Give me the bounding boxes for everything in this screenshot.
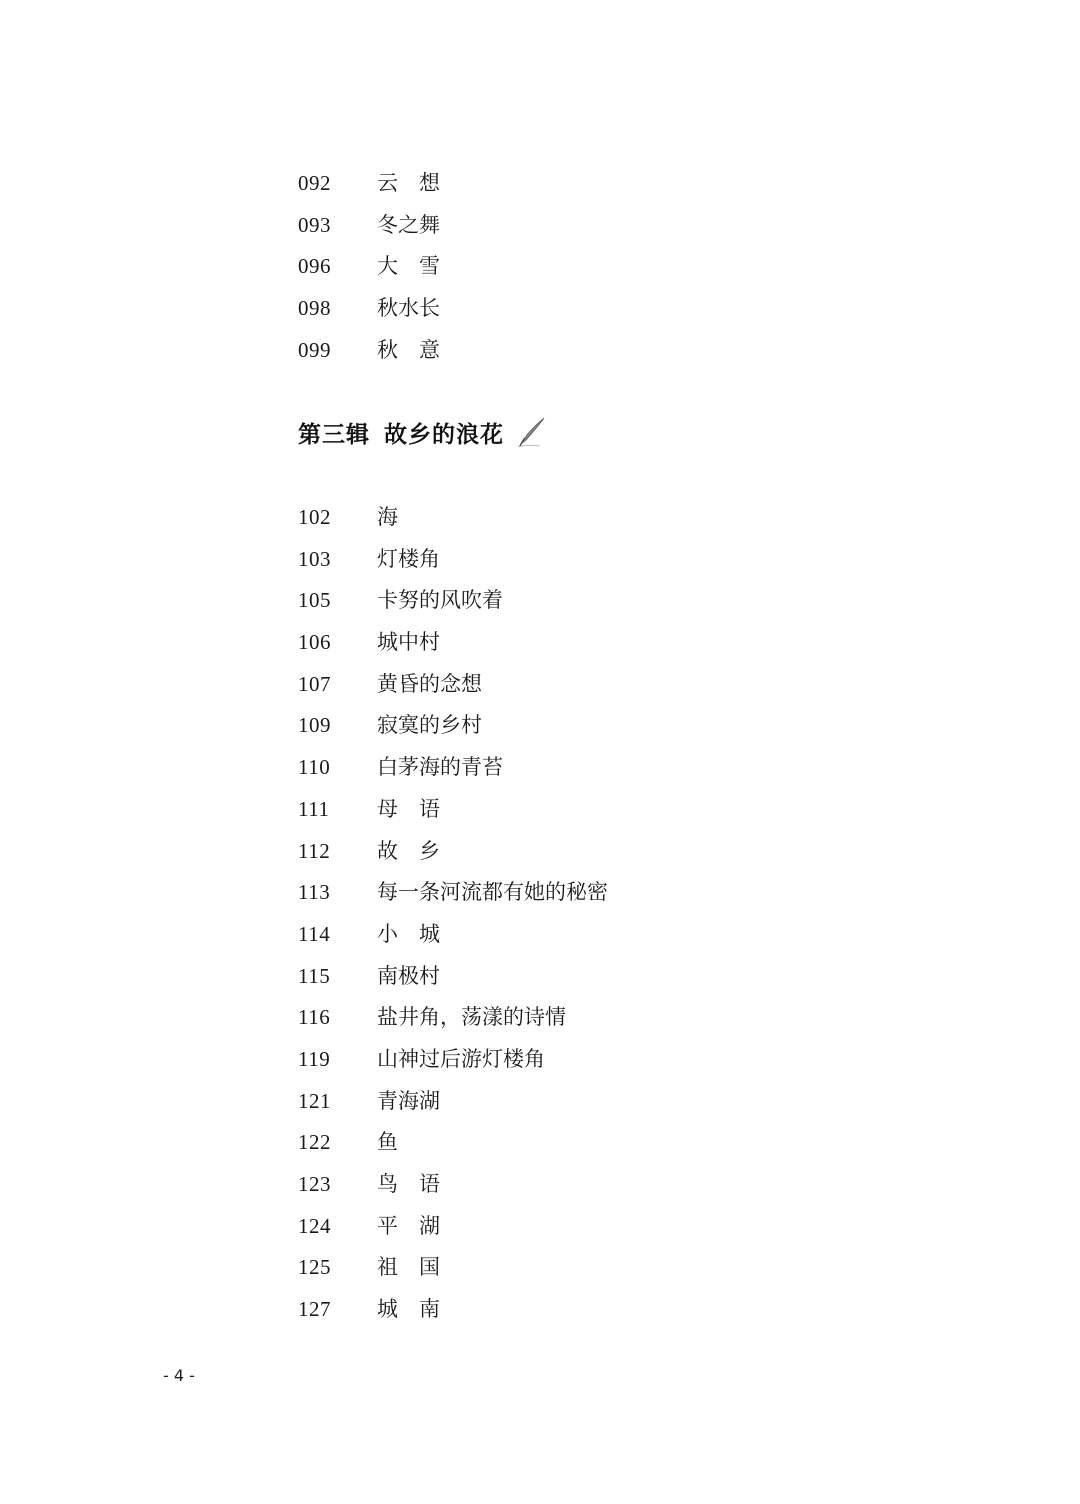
toc-entry[interactable] bbox=[298, 956, 608, 998]
toc-entry[interactable] bbox=[298, 747, 608, 789]
toc-entry-title: 大 雪 bbox=[377, 254, 440, 279]
toc-entry-title: 秋 意 bbox=[377, 337, 440, 362]
toc-page-number: 098 bbox=[298, 296, 331, 321]
toc-entry-title: 城 南 bbox=[377, 1297, 440, 1322]
toc-entry[interactable] bbox=[298, 246, 440, 288]
toc-page-number: 102 bbox=[298, 505, 331, 529]
toc-entry-title: 海 bbox=[377, 505, 398, 529]
section-title: 故乡的浪花 bbox=[384, 421, 504, 448]
toc-entry[interactable] bbox=[298, 163, 440, 205]
toc-entry[interactable] bbox=[298, 288, 440, 330]
toc-entry-title: 青海湖 bbox=[377, 1088, 440, 1113]
toc-page-number: 107 bbox=[298, 671, 331, 696]
toc-page-number: 099 bbox=[298, 337, 331, 362]
toc-entry-title: 城中村 bbox=[377, 630, 440, 655]
toc-entry[interactable] bbox=[298, 580, 608, 622]
toc-page-number: 105 bbox=[298, 588, 331, 613]
toc-page-number: 122 bbox=[298, 1130, 331, 1155]
toc-entry-title: 鸟 语 bbox=[377, 1172, 440, 1196]
toc-page-number: 111 bbox=[298, 796, 330, 821]
toc-page-number: 114 bbox=[298, 921, 331, 946]
toc-page-number: 092 bbox=[298, 171, 331, 195]
toc-page-number: 113 bbox=[298, 880, 331, 905]
toc-entry-title: 白茅海的青苔 bbox=[377, 755, 503, 780]
toc-list-section bbox=[298, 497, 608, 1331]
toc-entry-title: 山神过后游灯楼角 bbox=[377, 1046, 545, 1071]
toc-entry[interactable] bbox=[298, 705, 608, 747]
toc-entry[interactable] bbox=[298, 1122, 608, 1164]
toc-entry-title: 南极村 bbox=[377, 963, 440, 988]
section-label: 第三辑 bbox=[298, 421, 370, 448]
toc-entry[interactable] bbox=[298, 205, 440, 247]
toc-entry[interactable] bbox=[298, 622, 608, 664]
toc-page-number: 096 bbox=[298, 254, 331, 279]
toc-entry-title: 鱼 bbox=[377, 1130, 398, 1155]
toc-entry[interactable] bbox=[298, 872, 608, 914]
toc-entry-title: 故 乡 bbox=[377, 838, 440, 863]
toc-entry-title: 每一条河流都有她的秘密 bbox=[377, 880, 608, 905]
toc-entry[interactable] bbox=[298, 1164, 608, 1206]
toc-entry-title: 平 湖 bbox=[377, 1213, 440, 1238]
toc-entry-title: 祖 国 bbox=[377, 1255, 440, 1280]
toc-page-number: 106 bbox=[298, 630, 331, 655]
toc-entry[interactable] bbox=[298, 914, 608, 956]
toc-entry-title: 冬之舞 bbox=[377, 212, 440, 237]
toc-page-number: 116 bbox=[298, 1005, 331, 1030]
toc-page-number: 127 bbox=[298, 1297, 331, 1322]
toc-entry-title: 母 语 bbox=[377, 796, 440, 821]
toc-entry[interactable] bbox=[298, 1247, 608, 1289]
toc-entry-title: 黄昏的念想 bbox=[377, 671, 482, 696]
toc-entry[interactable] bbox=[298, 789, 608, 831]
toc-page-number: 125 bbox=[298, 1255, 331, 1280]
toc-page-number: 123 bbox=[298, 1172, 331, 1196]
toc-entry-title: 小 城 bbox=[377, 921, 440, 946]
toc-entry[interactable] bbox=[298, 497, 608, 539]
toc-entry[interactable] bbox=[298, 997, 608, 1039]
toc-entry-title: 卡努的风吹着 bbox=[377, 588, 503, 613]
toc-entry[interactable] bbox=[298, 1289, 608, 1331]
toc-entry[interactable] bbox=[298, 1039, 608, 1081]
toc-entry-title: 秋水长 bbox=[377, 296, 440, 321]
toc-page-number: 110 bbox=[298, 755, 331, 780]
toc-entry[interactable] bbox=[298, 1206, 608, 1248]
toc-list-top bbox=[298, 163, 440, 371]
toc-entry-title: 云 想 bbox=[377, 171, 440, 195]
toc-page-number: 093 bbox=[298, 212, 331, 237]
toc-entry[interactable] bbox=[298, 539, 608, 581]
section-heading bbox=[298, 415, 548, 449]
toc-entry[interactable] bbox=[298, 664, 608, 706]
toc-page-number: 112 bbox=[298, 838, 331, 863]
toc-page-number: 103 bbox=[298, 546, 331, 571]
toc-entry[interactable] bbox=[298, 330, 440, 372]
toc-entry-title: 盐井角，荡漾的诗情 bbox=[377, 1005, 566, 1030]
toc-page-number: 115 bbox=[298, 963, 331, 988]
toc-page-number: 124 bbox=[298, 1213, 331, 1238]
toc-entry-title: 灯楼角 bbox=[377, 546, 440, 571]
quill-pen-icon bbox=[514, 415, 548, 449]
toc-entry-title: 寂寞的乡村 bbox=[377, 713, 482, 738]
toc-entry[interactable] bbox=[298, 831, 608, 873]
toc-page-number: 121 bbox=[298, 1088, 331, 1113]
toc-entry[interactable] bbox=[298, 1081, 608, 1123]
toc-page-number: 119 bbox=[298, 1046, 331, 1071]
toc-page-number: 109 bbox=[298, 713, 331, 738]
page-number: - 4 - bbox=[163, 1366, 195, 1385]
